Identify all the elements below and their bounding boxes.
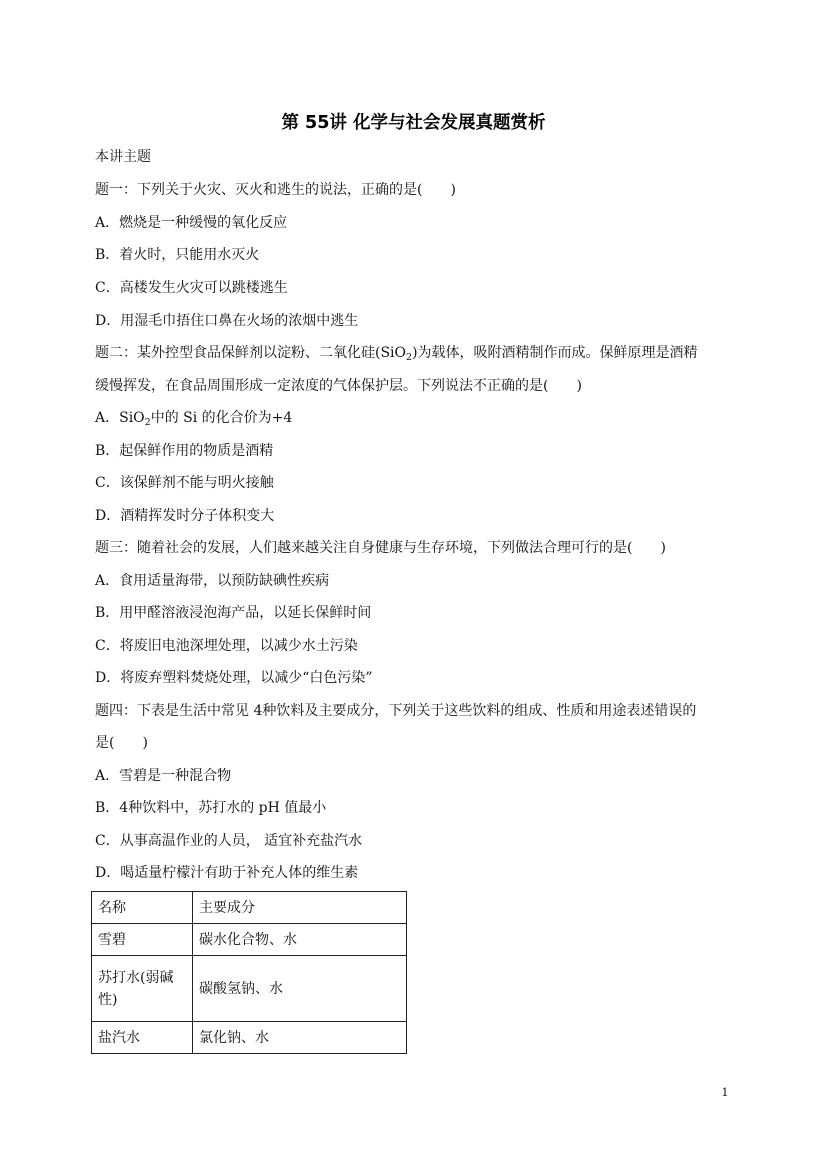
section-heading: 本讲主题 [95, 149, 151, 165]
question-3-option-a: A．食用适量海带，以预防缺碘性疾病 [95, 573, 330, 589]
subscript: 2 [406, 352, 413, 363]
question-1-option-a: A．燃烧是一种缓慢的氧化反应 [95, 215, 288, 231]
question-1-option-b: B．着火时，只能用水灭火 [95, 247, 260, 263]
question-1-option-c: C．高楼发生火灾可以跳楼逃生 [95, 280, 288, 296]
question-3-option-b: B．用甲醛溶液浸泡海产品，以延长保鲜时间 [95, 605, 372, 621]
table-cell: 碳水化合物、水 [193, 924, 407, 956]
question-2-stem-line-2: 缓慢挥发，在食品周围形成一定浓度的气体保护层。下列说法不正确的是( ) [95, 378, 582, 394]
question-4-option-d: D．喝适量柠檬汁有助于补充人体的维生素 [95, 865, 359, 881]
question-1-stem: 题一：下列关于火灾、灭火和逃生的说法，正确的是( ) [95, 182, 456, 198]
question-1-option-d: D．用湿毛巾捂住口鼻在火场的浓烟中逃生 [95, 313, 359, 329]
question-2-stem-line-1 [95, 344, 698, 367]
table-row [92, 924, 407, 956]
table-row [92, 1022, 407, 1054]
table-cell: 氯化钠、水 [193, 1022, 407, 1054]
question-2-option-a [95, 409, 292, 432]
subscript: 2 [144, 417, 151, 428]
question-2-option-d: D．酒精挥发时分子体积变大 [95, 508, 275, 524]
question-2-stem-part: 题二：某外控型食品保鲜剂以淀粉、二氧化硅(SiO [95, 345, 407, 361]
table-cell: 雪碧 [92, 924, 193, 956]
question-2-stem-part: )为载体，吸附酒精制作而成。保鲜原理是酒精 [412, 345, 698, 361]
option-text: A．SiO [95, 410, 145, 426]
question-4-stem-line-2: 是( ) [95, 735, 148, 751]
table-cell: 盐汽水 [92, 1022, 193, 1054]
table-cell: 苏打水(弱碱性) [92, 956, 193, 1022]
question-3-option-c: C．将废旧电池深埋处理，以减少水土污染 [95, 638, 358, 654]
table-header-row [92, 892, 407, 924]
question-3-stem: 题三：随着社会的发展，人们越来越关注自身健康与生存环境，下列做法合理可行的是( ) [95, 540, 666, 556]
question-2-option-c: C．该保鲜剂不能与明火接触 [95, 475, 274, 491]
document-title: 第 55讲 化学与社会发展真题赏析 [281, 113, 546, 133]
table-header-cell: 名称 [92, 892, 193, 924]
question-4-option-c: C．从事高温作业的人员， 适宜补充盐汽水 [95, 833, 363, 849]
question-4-option-b: B．4种饮料中，苏打水的 pH 值最小 [95, 800, 327, 816]
table-cell: 碳酸氢钠、水 [193, 956, 407, 1022]
table-header-cell: 主要成分 [193, 892, 407, 924]
table-row [92, 956, 407, 1022]
question-4-option-a: A．雪碧是一种混合物 [95, 768, 232, 784]
question-2-option-b: B．起保鲜作用的物质是酒精 [95, 443, 274, 459]
question-3-option-d: D．将废弃塑料焚烧处理，以减少“白色污染” [95, 670, 373, 686]
question-4-stem-line-1: 题四：下表是生活中常见 4种饮料及主要成分，下列关于这些饮料的组成、性质和用途表述错误的 [95, 703, 697, 719]
beverage-table [91, 891, 407, 1054]
page-number: 1 [721, 1086, 729, 1099]
option-text: 中的 Si 的化合价为+4 [150, 410, 293, 426]
